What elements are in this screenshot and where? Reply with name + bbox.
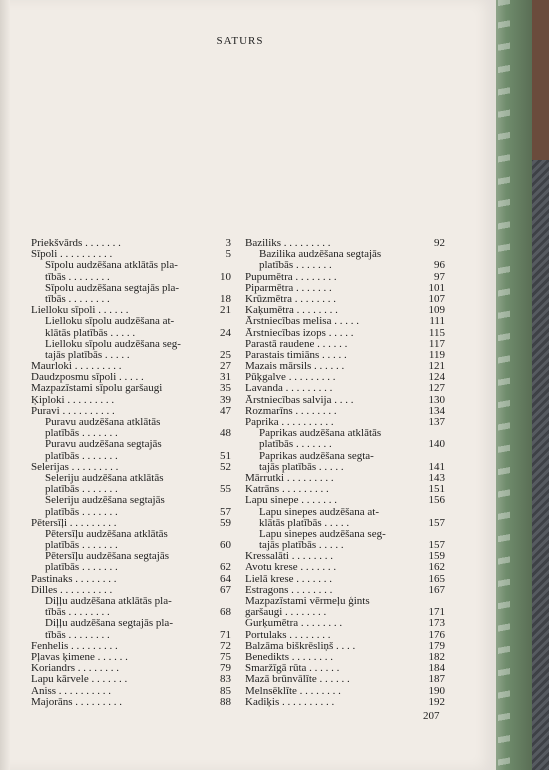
toc-entry-title: Krūzmētra . . . . . . . .: [245, 292, 337, 305]
toc-entry: [245, 328, 445, 339]
toc-entry: [245, 697, 445, 708]
toc-entry: [245, 316, 445, 327]
toc-entry-title: Smaržīgā rūta . . . . . .: [245, 662, 340, 675]
toc-entry: [245, 562, 445, 573]
toc-entry-page: 182: [428, 650, 445, 663]
toc-entry-title: Parastais timiāns . . . . .: [245, 348, 347, 361]
toc-entry: [31, 674, 231, 685]
toc-entry: [31, 495, 231, 506]
toc-entry-title: Koriandrs . . . . . . . .: [31, 662, 119, 675]
toc-entry-title: Melnsēklīte . . . . . . . .: [245, 684, 341, 697]
toc-entry-page: 24: [220, 326, 231, 339]
toc-entry-page: 18: [220, 292, 231, 305]
toc-entry-title: Kadiķis . . . . . . . . . .: [245, 695, 335, 708]
toc-entry-page: 176: [428, 628, 445, 641]
toc-entry-page: 115: [428, 326, 445, 339]
toc-entry-page: 121: [428, 360, 445, 373]
toc-entry-title: platībās . . . . . . .: [259, 438, 332, 451]
toc-entry-page: 52: [220, 460, 231, 473]
toc-entry-page: 134: [428, 404, 445, 417]
toc-entry-page: 83: [220, 673, 231, 686]
toc-entry-title: Portulaks . . . . . . . .: [245, 628, 331, 641]
toc-entry-title: Lapu kārvele . . . . . . .: [31, 673, 128, 686]
toc-entry-page: 39: [220, 393, 231, 406]
toc-entry: [31, 316, 231, 327]
toc-entry-title: Piparmētra . . . . . . .: [245, 281, 332, 294]
toc-entry-title: Kressalāti . . . . . . . .: [245, 550, 333, 563]
toc-entry-title: Paprikas audzēšana atklātās: [259, 427, 382, 440]
toc-entry-title: Dilles . . . . . . . . . .: [31, 583, 113, 596]
toc-entry-title: Paprika . . . . . . . . . .: [245, 416, 334, 428]
toc-entry-title: tajās platībās . . . . .: [259, 460, 344, 473]
toc-entry-page: 124: [428, 371, 445, 384]
toc-entry: [245, 674, 445, 685]
toc-entry-title: Maurloki . . . . . . . . .: [31, 360, 122, 373]
page-title: SATURS: [216, 35, 264, 47]
toc-entry-title: Lielloku sīpoli . . . . . .: [31, 304, 129, 317]
toc-entry-title: Priekšvārds . . . . . . .: [31, 237, 121, 249]
toc-entry-page: 101: [428, 281, 445, 294]
toc-column-right: [245, 238, 445, 708]
toc-entry-page: 167: [428, 583, 445, 596]
toc-entry-page: 109: [428, 304, 445, 317]
toc-entry-title: Puravu audzēšana atklātās: [45, 416, 161, 428]
toc-entry-title: Lapu sinepes audzēšana seg-: [259, 527, 386, 540]
toc-entry-title: platībās . . . . . . .: [45, 539, 118, 552]
toc-entry-page: 35: [220, 382, 231, 395]
toc-entry-page: 71: [220, 628, 231, 641]
toc-entry-page: 10: [220, 270, 231, 283]
toc-entry-title: Avotu krese . . . . . . .: [245, 561, 337, 574]
toc-entry-title: tajās platībās . . . . .: [45, 348, 130, 361]
toc-entry-title: Ārstniecības melisa . . . . .: [245, 315, 359, 328]
toc-entry-page: 137: [428, 416, 445, 428]
toc-entry: [31, 562, 231, 573]
toc-entry-title: Fenhelis . . . . . . . . .: [31, 639, 118, 652]
toc-entry-title: Rozmarīns . . . . . . . .: [245, 404, 337, 417]
toc-entry-title: Lavanda . . . . . . . . .: [245, 382, 333, 395]
toc-entry-title: Sīpoli . . . . . . . . . .: [31, 248, 113, 261]
toc-entry: [31, 383, 231, 394]
toc-entry-title: platībās . . . . . . .: [259, 259, 332, 272]
toc-entry-title: klātās platībās . . . . .: [45, 326, 136, 339]
toc-entry-title: Pētersīļu audzēšana atklātās: [45, 527, 168, 540]
toc-entry-page: 51: [220, 449, 231, 462]
toc-entry-title: Puravi . . . . . . . . . .: [31, 404, 115, 417]
toc-entry: [31, 507, 231, 518]
toc-entry-page: 59: [220, 516, 231, 529]
toc-entry-page: 192: [428, 695, 445, 708]
toc-entry: [245, 507, 445, 518]
toc-entry: [245, 439, 445, 450]
toc-entry-title: platībās . . . . . . .: [45, 561, 118, 574]
toc-entry-page: 67: [220, 583, 231, 596]
toc-entry-title: garšaugi . . . . . . . .: [245, 606, 327, 619]
toc-entry-title: Katrāns . . . . . . . . .: [245, 483, 329, 496]
toc-entry-title: Paprikas audzēšana segta-: [259, 449, 374, 462]
toc-entry-page: 157: [428, 516, 445, 529]
toc-entry-page: 190: [428, 684, 445, 697]
toc-entry-title: Estragons . . . . . . . .: [245, 583, 333, 596]
toc-column-left: [31, 238, 231, 708]
toc-entry-title: Seleriju audzēšana atklātās: [45, 471, 164, 484]
toc-entry-title: Gurķumētra . . . . . . . .: [245, 617, 343, 630]
toc-entry-page: 25: [220, 348, 231, 361]
toc-entry-title: Ārstniecības salvija . . . .: [245, 393, 354, 406]
toc-entry-title: klātās platībās . . . . .: [259, 516, 350, 529]
toc-entry: [245, 495, 445, 506]
toc-entry-page: 187: [428, 673, 445, 686]
toc-entry-title: Lapu sinepes audzēšana at-: [259, 505, 380, 518]
toc-entry-page: 57: [220, 505, 231, 518]
toc-entry-title: Baziliks . . . . . . . . .: [245, 237, 331, 249]
toc-entry-title: Lielloku sīpolu audzēšana seg-: [45, 337, 181, 350]
toc-entry-title: Diļļu audzēšana segtajās pla-: [45, 617, 173, 630]
toc-entry-title: Mazais mārsils . . . . . .: [245, 360, 345, 373]
toc-entry-title: Pupumētra . . . . . . . .: [245, 270, 337, 283]
toc-entry-page: 107: [428, 292, 445, 305]
toc-entry: [245, 383, 445, 394]
toc-entry-page: 151: [428, 483, 445, 496]
toc-entry: [31, 618, 231, 629]
toc-entry-title: Mazpazīstami vērmeļu ģints: [245, 595, 370, 607]
toc-entry-title: Daudzposmu sīpoli . . . . .: [31, 371, 144, 384]
toc-entry-page: 117: [428, 337, 445, 350]
toc-entry-page: 140: [428, 438, 445, 451]
toc-entry-title: platībās . . . . . . .: [45, 427, 118, 440]
toc-entry-page: 173: [428, 617, 445, 630]
toc-entry-page: 3: [225, 237, 231, 249]
toc-entry-page: 162: [428, 561, 445, 574]
toc-entry-page: 111: [429, 315, 445, 328]
toc-entry: [31, 686, 231, 697]
toc-entry-page: 47: [220, 404, 231, 417]
toc-entry-page: 156: [428, 494, 445, 507]
toc-entry-page: 179: [428, 639, 445, 652]
toc-entry-page: 62: [220, 561, 231, 574]
toc-entry-page: 31: [220, 371, 231, 384]
toc-entry-title: Lielā krese . . . . . . .: [245, 572, 333, 585]
toc-entry-title: Diļļu audzēšana atklātās pla-: [45, 595, 172, 607]
toc-entry-page: 143: [428, 471, 445, 484]
toc-entry-title: Pūķgalve . . . . . . . . .: [245, 371, 336, 384]
toc-entry-title: Selerijas . . . . . . . . .: [31, 460, 119, 473]
toc-entry-page: 127: [428, 382, 445, 395]
toc-entry: [245, 618, 445, 629]
toc-entry-page: 165: [428, 572, 445, 585]
toc-entry-title: Pētersīļi . . . . . . . . .: [31, 516, 117, 529]
toc-entry-title: Pļavas ķimene . . . . . .: [31, 650, 128, 663]
toc-entry-title: Sīpolu audzēšana segtajās pla-: [45, 281, 180, 294]
toc-entry-page: 79: [220, 662, 231, 675]
toc-entry-page: 96: [434, 259, 445, 272]
toc-entry-title: Seleriju audzēšana segtajās: [45, 494, 165, 507]
toc-entry-title: tībās . . . . . . . .: [45, 606, 110, 619]
toc-entry-title: Mārrutki . . . . . . . . .: [245, 471, 334, 484]
toc-entry-title: Benedikts . . . . . . . .: [245, 650, 333, 663]
toc-entry-page: 97: [434, 270, 445, 283]
toc-entry-page: 85: [220, 684, 231, 697]
toc-entry-title: Lapu sinepe . . . . . . .: [245, 494, 337, 507]
page-gutter: [0, 0, 10, 770]
toc-entry-page: 171: [428, 606, 445, 619]
toc-entry-page: 157: [428, 539, 445, 552]
toc-entry-title: platībās . . . . . . .: [45, 483, 118, 496]
toc-entry-page: 48: [220, 427, 231, 440]
toc-entry: [31, 439, 231, 450]
toc-entry-page: 130: [428, 393, 445, 406]
toc-entry-title: Bazilika audzēšana segtajās: [259, 248, 382, 261]
toc-entry-page: 60: [220, 539, 231, 552]
toc-entry-title: Parastā raudene . . . . . .: [245, 337, 348, 350]
page-number: 207: [423, 710, 440, 722]
toc-entry: [31, 260, 231, 271]
toc-entry-title: Majorāns . . . . . . . . .: [31, 695, 123, 708]
toc-entry-title: Mazā brūnvālīte . . . . . .: [245, 673, 350, 686]
toc-entry-page: 21: [220, 304, 231, 317]
toc-entry-page: 88: [220, 695, 231, 708]
toc-entry-title: Ārstniecības izops . . . . .: [245, 326, 354, 339]
toc-entry-title: tībās . . . . . . . .: [45, 628, 110, 641]
toc-entry-title: Mazpazīstami sīpolu garšaugi: [31, 382, 163, 395]
toc-entry: [31, 328, 231, 339]
toc-entry: [245, 686, 445, 697]
toc-entry-title: Pētersīļu audzēšana segtajās: [45, 550, 170, 563]
toc-entry-title: tībās . . . . . . . .: [45, 270, 110, 283]
toc-entry-title: tajās platībās . . . . .: [259, 539, 344, 552]
toc-entry-title: Sīpolu audzēšana atklātās pla-: [45, 259, 178, 272]
toc-entry-title: Aniss . . . . . . . . . .: [31, 684, 112, 697]
toc-entry-page: 68: [220, 606, 231, 619]
toc-entry-title: platībās . . . . . . .: [45, 449, 118, 462]
toc-entry-title: Ķiploki . . . . . . . . .: [31, 393, 115, 406]
toc-entry: [31, 697, 231, 708]
toc-entry-page: 119: [428, 348, 445, 361]
toc-entry-page: 141: [428, 460, 445, 473]
toc-entry-title: Kaķumētra . . . . . . . .: [245, 304, 338, 317]
toc-entry-title: platībās . . . . . . .: [45, 505, 118, 518]
toc-entry-title: Lielloku sīpolu audzēšana at-: [45, 315, 175, 328]
toc-entry-page: 64: [220, 572, 231, 585]
toc-entry-title: Pastinaks . . . . . . . .: [31, 572, 117, 585]
toc-entry: [245, 260, 445, 271]
toc-entry-page: 27: [220, 360, 231, 373]
toc-entry-page: 184: [428, 662, 445, 675]
toc-entry-title: tībās . . . . . . . .: [45, 292, 110, 305]
toc-entry-page: 55: [220, 483, 231, 496]
toc-entry-title: Balzāma biškrēsliņš . . . .: [245, 639, 356, 652]
toc-entry-title: Puravu audzēšana segtajās: [45, 438, 162, 451]
toc-entry-page: 75: [220, 650, 231, 663]
toc-entry-page: 72: [220, 639, 231, 652]
toc-entry-page: 159: [428, 550, 445, 563]
toc-entry-page: 92: [434, 237, 445, 249]
toc-entry-page: 5: [225, 248, 231, 261]
